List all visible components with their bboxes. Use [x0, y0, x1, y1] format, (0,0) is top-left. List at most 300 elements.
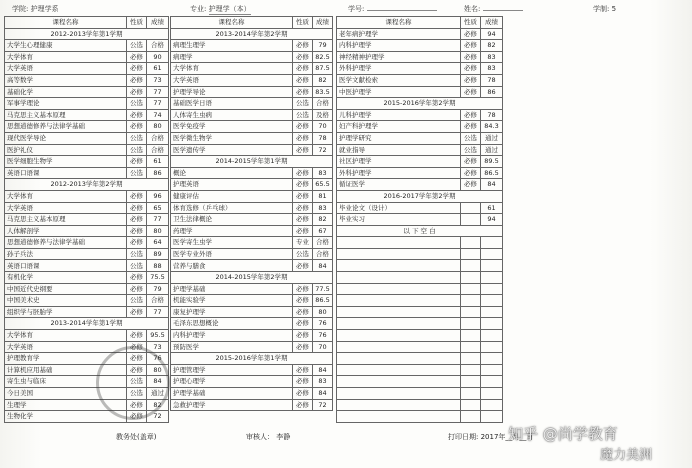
course-type: 必修 — [293, 318, 313, 330]
course-type: 必修 — [461, 40, 481, 52]
table-row — [5, 86, 169, 98]
table-row — [337, 144, 503, 156]
empty-cell — [461, 353, 481, 365]
course-name: 马克思主义基本原理 — [5, 214, 127, 226]
course-name: 护理管理学 — [171, 364, 293, 376]
course-type-header: 性质 — [461, 17, 481, 29]
course-name: 机能实验学 — [171, 295, 293, 307]
table-row — [337, 132, 503, 144]
course-score: 通过 — [481, 144, 503, 156]
course-name: 护理学研究 — [337, 132, 461, 144]
empty-cell — [481, 237, 503, 249]
table-row — [5, 225, 169, 237]
table-row — [171, 109, 333, 121]
course-type: 必修 — [461, 86, 481, 98]
table-row — [5, 156, 169, 168]
course-score: 通过 — [147, 388, 169, 400]
table-row — [5, 51, 169, 63]
course-score: 合格 — [313, 98, 333, 110]
student-id-label: 学号: — [348, 5, 365, 13]
course-score: 78 — [313, 132, 333, 144]
course-type: 必修 — [293, 260, 313, 272]
empty-cell — [481, 399, 503, 411]
table-row — [171, 144, 333, 156]
semester-row — [171, 353, 333, 365]
course-name: 社区护理学 — [337, 156, 461, 168]
student-id-value — [367, 10, 437, 11]
course-score: 72 — [147, 411, 169, 423]
course-type: 必修 — [293, 190, 313, 202]
reviewer-field — [246, 432, 290, 442]
course-type: 必修 — [293, 399, 313, 411]
table-row — [337, 40, 503, 52]
semester-title: 2013-2014学年第2学期 — [171, 28, 333, 40]
table-row — [171, 51, 333, 63]
course-type: 必修 — [127, 109, 147, 121]
course-name: 思想道德修养与法律学基础 — [5, 121, 127, 133]
table-row — [171, 225, 333, 237]
course-name: 医学遗传学 — [171, 144, 293, 156]
name-field — [464, 4, 523, 14]
course-score: 82 — [481, 40, 503, 52]
empty-cell — [337, 388, 461, 400]
semester-row — [171, 28, 333, 40]
course-type: 必修 — [461, 167, 481, 179]
course-score: 95.5 — [147, 330, 169, 342]
course-score: 86.5 — [481, 167, 503, 179]
course-type: 必修 — [293, 214, 313, 226]
course-score: 88 — [147, 260, 169, 272]
table-row — [5, 167, 169, 179]
semester-row — [337, 225, 503, 237]
course-name: 大学生心理健康 — [5, 40, 127, 52]
course-score: 61 — [147, 156, 169, 168]
score-header: 成绩 — [313, 17, 333, 29]
course-name-header: 课程名称 — [5, 17, 127, 29]
table-row — [171, 121, 333, 133]
course-type: 公选 — [127, 144, 147, 156]
empty-cell — [481, 330, 503, 342]
table-row — [337, 63, 503, 75]
table-row — [171, 260, 333, 272]
course-score: 84 — [481, 179, 503, 191]
score-header: 成绩 — [481, 17, 503, 29]
course-type: 必修 — [461, 28, 481, 40]
transcript-column-2 — [170, 16, 333, 411]
course-type: 公选 — [127, 132, 147, 144]
table-row — [171, 98, 333, 110]
semester-row — [5, 318, 169, 330]
course-score: 94 — [481, 28, 503, 40]
course-score: 78 — [481, 109, 503, 121]
course-type: 必修 — [127, 283, 147, 295]
course-name: 药理学 — [171, 225, 293, 237]
course-name: 病理学 — [171, 51, 293, 63]
empty-cell — [337, 318, 461, 330]
course-score: 65 — [147, 202, 169, 214]
table-row — [171, 214, 333, 226]
empty-cell — [461, 399, 481, 411]
table-row — [5, 260, 169, 272]
table-row — [5, 272, 169, 284]
table-row — [337, 121, 503, 133]
table-row — [5, 132, 169, 144]
empty-cell — [481, 283, 503, 295]
course-score: 合格 — [147, 295, 169, 307]
course-score: 80 — [313, 306, 333, 318]
course-type: 公选 — [461, 144, 481, 156]
course-score: 83 — [481, 63, 503, 75]
table-row — [337, 109, 503, 121]
course-name: 军事学理论 — [5, 98, 127, 110]
course-name: 护理英语 — [171, 179, 293, 191]
course-type: 必修 — [293, 74, 313, 86]
course-score: 81 — [313, 190, 333, 202]
empty-cell — [461, 318, 481, 330]
course-score: 89 — [147, 248, 169, 260]
course-name: 急救护理学 — [171, 399, 293, 411]
course-name: 外科护理学 — [337, 167, 461, 179]
course-type: 公选 — [293, 109, 313, 121]
course-type: 必修 — [293, 179, 313, 191]
course-name: 大学体育 — [171, 63, 293, 75]
course-name: 护理心理学 — [171, 376, 293, 388]
course-name: 神经精神护理学 — [337, 51, 461, 63]
course-name: 组织学与胚胎学 — [5, 306, 127, 318]
table-row — [5, 214, 169, 226]
course-score: 合格 — [147, 132, 169, 144]
course-name: 基础化学 — [5, 86, 127, 98]
empty-cell — [481, 260, 503, 272]
empty-cell — [337, 353, 461, 365]
table-row — [171, 74, 333, 86]
course-score: 76 — [313, 330, 333, 342]
semester-row — [171, 156, 333, 168]
course-score: 合格 — [147, 40, 169, 52]
course-type: 必修 — [293, 225, 313, 237]
semester-row — [5, 179, 169, 191]
reviewer-name: 李静 — [276, 433, 291, 441]
course-name: 毛泽东思想概论 — [171, 318, 293, 330]
course-score: 73 — [147, 74, 169, 86]
course-name: 人体寄生虫病 — [171, 109, 293, 121]
course-score: 80 — [147, 364, 169, 376]
empty-cell — [337, 283, 461, 295]
course-type: 必修 — [293, 202, 313, 214]
empty-cell — [337, 364, 461, 376]
semester-title: 2014-2015学年第2学期 — [171, 272, 333, 284]
course-type: 专业 — [293, 237, 313, 249]
course-type: 必修 — [293, 283, 313, 295]
empty-cell — [461, 260, 481, 272]
table-row — [337, 51, 503, 63]
course-score: 84 — [313, 364, 333, 376]
print-date: 打印日期: 2017年__月__日 — [448, 433, 534, 441]
empty-row — [337, 388, 503, 400]
course-score: 72 — [313, 144, 333, 156]
course-score: 75.5 — [147, 272, 169, 284]
empty-row — [337, 283, 503, 295]
empty-row — [337, 306, 503, 318]
course-score: 67 — [313, 225, 333, 237]
course-type: 公选 — [293, 98, 313, 110]
semester-title: 2014-2015学年第1学期 — [171, 156, 333, 168]
table-row — [5, 63, 169, 75]
course-type: 公选 — [293, 248, 313, 260]
table-row — [337, 74, 503, 86]
empty-cell — [337, 237, 461, 249]
course-name: 英语口语课 — [5, 260, 127, 272]
empty-row — [337, 399, 503, 411]
course-type: 必修 — [127, 353, 147, 365]
table-row — [171, 40, 333, 52]
course-score: 及格 — [313, 109, 333, 121]
course-name: 大学英语 — [5, 341, 127, 353]
course-name: 寄生虫与临床 — [5, 376, 127, 388]
table-row — [171, 237, 333, 249]
course-score: 72 — [313, 399, 333, 411]
empty-cell — [481, 295, 503, 307]
college-label: 学院: 护理学系 — [12, 5, 59, 13]
course-type: 必修 — [293, 330, 313, 342]
table-row — [5, 109, 169, 121]
course-name: 内科护理学 — [337, 40, 461, 52]
empty-row — [337, 364, 503, 376]
course-name: 医护礼仪 — [5, 144, 127, 156]
empty-cell — [481, 364, 503, 376]
course-type: 必修 — [293, 86, 313, 98]
course-score: 84.3 — [481, 121, 503, 133]
course-type: 必修 — [461, 156, 481, 168]
empty-row — [337, 341, 503, 353]
course-name: 护理学基础 — [171, 283, 293, 295]
course-score: 合格 — [313, 237, 333, 249]
table-row — [171, 179, 333, 191]
course-name: 高等数学 — [5, 74, 127, 86]
table-row — [171, 86, 333, 98]
course-name: 孙子兵法 — [5, 248, 127, 260]
empty-cell — [481, 388, 503, 400]
name-label: 姓名: — [464, 5, 481, 13]
course-type-header: 性质 — [293, 17, 313, 29]
semester-row — [5, 28, 169, 40]
course-type: 必修 — [127, 364, 147, 376]
course-score: 82 — [313, 74, 333, 86]
empty-cell — [337, 295, 461, 307]
course-type: 必修 — [461, 51, 481, 63]
course-name: 内科护理学 — [171, 330, 293, 342]
course-score: 83 — [313, 376, 333, 388]
course-score: 87.5 — [313, 63, 333, 75]
course-type: 必修 — [127, 86, 147, 98]
course-type: 必修 — [127, 202, 147, 214]
empty-cell — [481, 341, 503, 353]
course-type: 必修 — [293, 295, 313, 307]
table-row — [337, 214, 503, 226]
empty-row — [337, 295, 503, 307]
zhihu-watermark: 知乎 @尚学教育 — [508, 425, 618, 443]
empty-row — [337, 330, 503, 342]
course-name: 老年病护理学 — [337, 28, 461, 40]
course-type: 必修 — [293, 63, 313, 75]
major-label: 专业: — [190, 5, 207, 13]
course-name: 中国近代史纲要 — [5, 283, 127, 295]
semester-title: 2012-2013学年第1学期 — [5, 28, 169, 40]
course-score: 77 — [147, 86, 169, 98]
table-row — [337, 156, 503, 168]
course-name: 大学体育 — [5, 330, 127, 342]
course-name: 医学专业外语 — [171, 248, 293, 260]
course-name: 大学体育 — [5, 190, 127, 202]
course-type: 必修 — [293, 144, 313, 156]
empty-cell — [481, 318, 503, 330]
school-years-field — [593, 4, 616, 14]
course-name: 儿科护理学 — [337, 109, 461, 121]
course-score: 84 — [313, 388, 333, 400]
semester-title: 2016-2017学年第2学期 — [337, 190, 503, 202]
course-score: 83 — [481, 51, 503, 63]
course-score: 78 — [481, 74, 503, 86]
empty-cell — [461, 283, 481, 295]
course-type: 必修 — [127, 51, 147, 63]
course-score: 76 — [313, 318, 333, 330]
course-score: 77 — [147, 98, 169, 110]
empty-cell — [337, 248, 461, 260]
empty-cell — [461, 330, 481, 342]
course-type: 必修 — [127, 121, 147, 133]
semester-title: 以 下 空 白 — [337, 225, 503, 237]
table-header-row — [337, 17, 503, 29]
table-row — [5, 248, 169, 260]
course-type: 必修 — [293, 40, 313, 52]
empty-cell — [481, 376, 503, 388]
course-name: 中医护理学 — [337, 86, 461, 98]
course-type: 必修 — [293, 167, 313, 179]
table-row — [171, 341, 333, 353]
course-name: 医学文献检索 — [337, 74, 461, 86]
course-type: 必修 — [127, 341, 147, 353]
empty-cell — [461, 364, 481, 376]
course-score: 76 — [147, 353, 169, 365]
table-row — [171, 364, 333, 376]
score-header: 成绩 — [147, 17, 169, 29]
official-seal — [96, 346, 170, 420]
empty-row — [337, 248, 503, 260]
course-score: 83 — [313, 167, 333, 179]
course-score: 84 — [313, 260, 333, 272]
empty-cell — [481, 306, 503, 318]
school-years-value: 5 — [611, 5, 617, 13]
course-score: 82 — [147, 399, 169, 411]
empty-cell — [337, 376, 461, 388]
empty-cell — [481, 272, 503, 284]
course-type: 必修 — [293, 51, 313, 63]
table-row — [171, 306, 333, 318]
course-name: 护理学导论 — [171, 86, 293, 98]
empty-cell — [461, 411, 481, 423]
course-score: 94 — [481, 214, 503, 226]
course-name: 思想道德修养与法律学基础 — [5, 237, 127, 249]
table-row — [171, 330, 333, 342]
course-name: 生物化学 — [5, 411, 127, 423]
course-score: 86.5 — [313, 295, 333, 307]
semester-row — [171, 272, 333, 284]
course-name: 现代医学导论 — [5, 132, 127, 144]
table-row — [5, 121, 169, 133]
empty-cell — [337, 272, 461, 284]
course-name: 妇产科护理学 — [337, 121, 461, 133]
course-type: 必修 — [461, 63, 481, 75]
course-name: 计算机应用基础 — [5, 364, 127, 376]
course-type: 必修 — [127, 74, 147, 86]
table-row — [171, 388, 333, 400]
course-name: 大学英语 — [171, 74, 293, 86]
course-name: 大学英语 — [5, 63, 127, 75]
course-name-header: 课程名称 — [337, 17, 461, 29]
empty-cell — [481, 411, 503, 423]
empty-cell — [461, 306, 481, 318]
course-type: 必修 — [461, 179, 481, 191]
empty-cell — [337, 341, 461, 353]
table-header-row — [5, 17, 169, 29]
course-type: 必修 — [293, 306, 313, 318]
table-row — [5, 98, 169, 110]
course-score: 77 — [147, 214, 169, 226]
table-row — [5, 295, 169, 307]
course-score: 61 — [147, 63, 169, 75]
empty-row — [337, 411, 503, 423]
course-score: 82 — [313, 214, 333, 226]
empty-cell — [461, 388, 481, 400]
course-type — [461, 214, 481, 226]
course-score: 73 — [147, 341, 169, 353]
course-type: 必修 — [127, 272, 147, 284]
course-name: 卫生法律概论 — [171, 214, 293, 226]
course-score: 86 — [481, 86, 503, 98]
empty-row — [337, 237, 503, 249]
course-type: 必修 — [127, 63, 147, 75]
course-type: 必修 — [127, 399, 147, 411]
course-name: 大学英语 — [5, 202, 127, 214]
course-type: 必修 — [127, 214, 147, 226]
course-type: 公选 — [127, 248, 147, 260]
empty-cell — [461, 295, 481, 307]
course-name: 毕业实习 — [337, 214, 461, 226]
course-type: 必修 — [293, 341, 313, 353]
table-row — [337, 167, 503, 179]
student-id-field — [348, 4, 437, 14]
empty-cell — [461, 237, 481, 249]
empty-cell — [461, 248, 481, 260]
course-type: 必修 — [293, 121, 313, 133]
course-name: 生理学 — [5, 399, 127, 411]
course-score: 70 — [313, 121, 333, 133]
course-name: 就业指导 — [337, 144, 461, 156]
course-score: 89.5 — [481, 156, 503, 168]
table-row — [171, 202, 333, 214]
course-name: 概论 — [171, 167, 293, 179]
empty-cell — [337, 411, 461, 423]
semester-title: 2015-2016学年第2学期 — [337, 98, 503, 110]
course-name: 体育选修（乒乓球） — [171, 202, 293, 214]
course-score: 83 — [313, 202, 333, 214]
table-row — [5, 74, 169, 86]
course-type: 必修 — [461, 109, 481, 121]
course-type: 必修 — [461, 74, 481, 86]
course-name: 医学免疫学 — [171, 121, 293, 133]
course-type: 公选 — [127, 260, 147, 272]
major-field — [190, 4, 251, 15]
